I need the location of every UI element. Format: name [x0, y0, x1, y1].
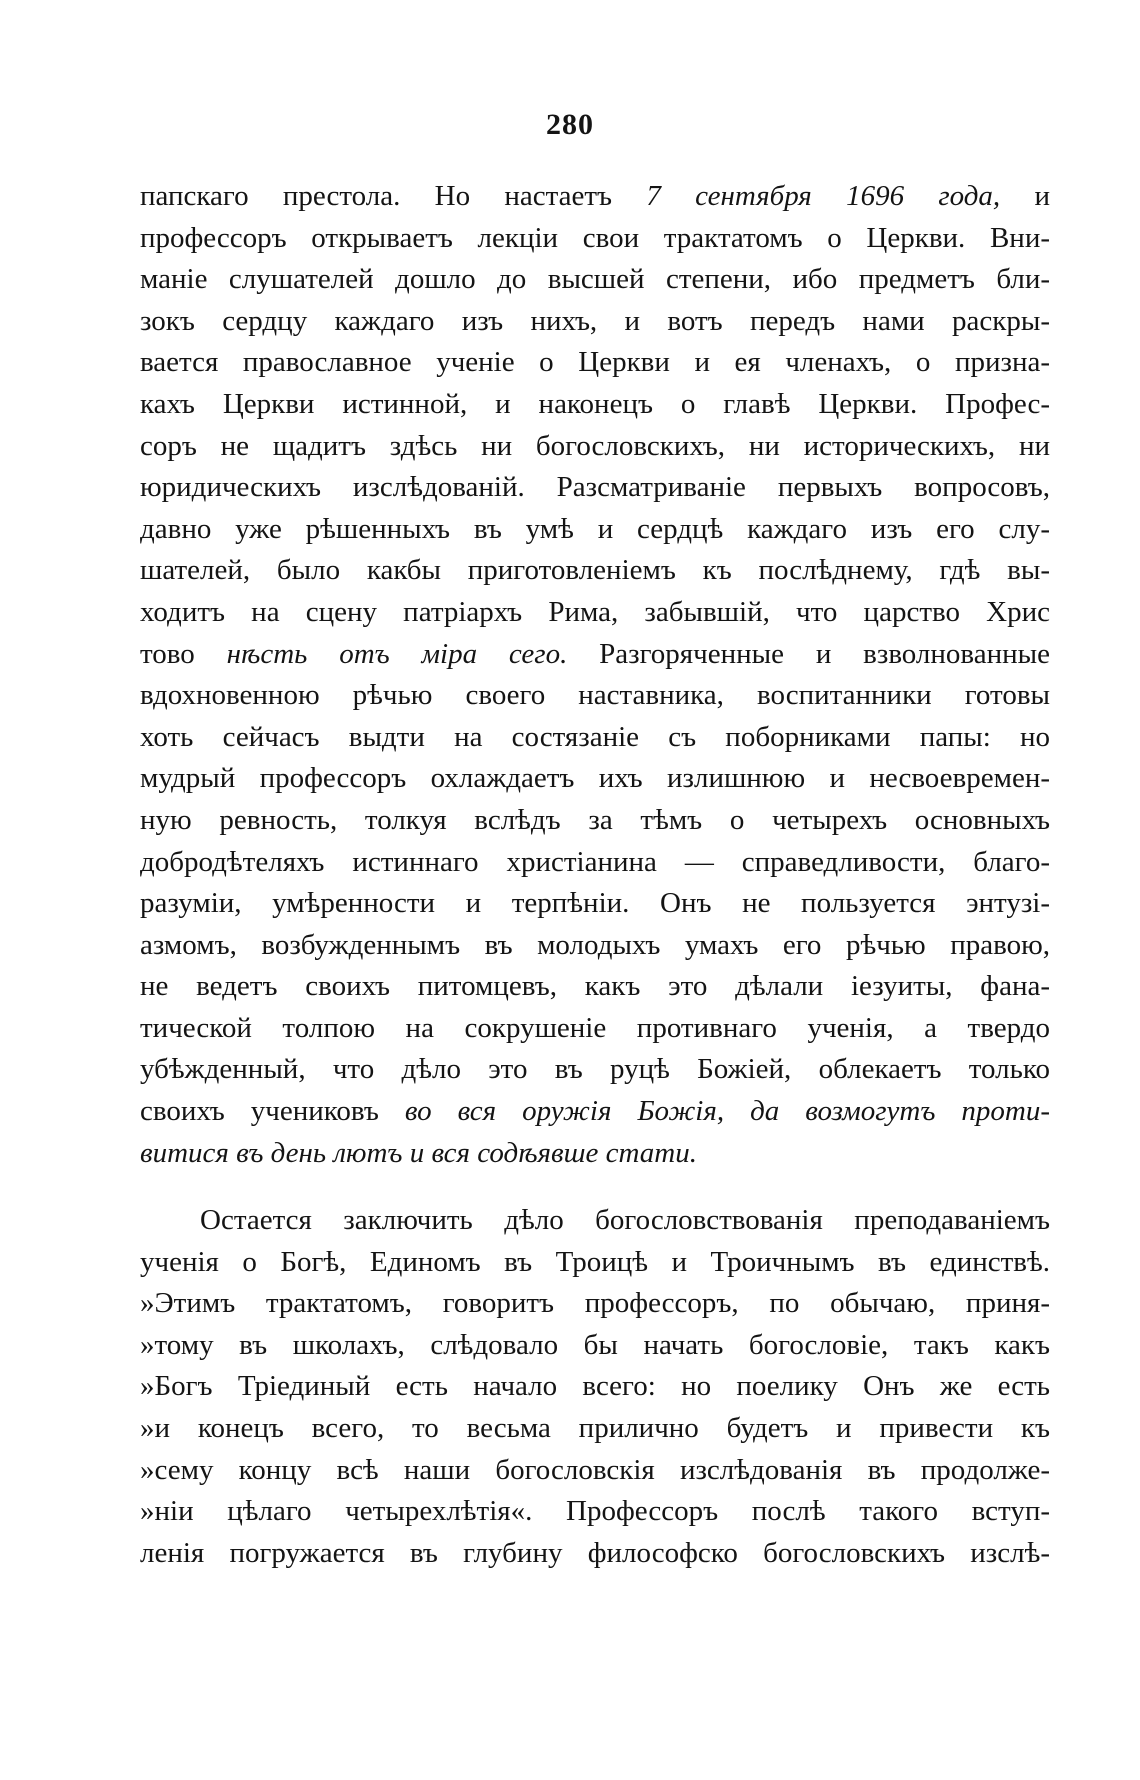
text-run: »и конецъ всего, то весьма прилично будетъ и привести къ	[140, 1411, 1050, 1444]
text-run: тической толпою на сокрушеніе противнаго ученія, а твердо	[140, 1011, 1050, 1044]
text-line	[140, 1008, 1050, 1050]
text-line	[140, 800, 1050, 842]
text-run: »сему концу всѣ наши богословскія изслѣдованія въ продолже-	[140, 1453, 1050, 1486]
text-run: »тому въ школахъ, слѣдовало бы начать богословіе, такъ какъ	[140, 1328, 1050, 1361]
text-line	[140, 1091, 1050, 1133]
text-line	[140, 1283, 1050, 1325]
text-line	[140, 592, 1050, 634]
text-line	[140, 176, 1050, 218]
text-run: ученія о Богѣ, Единомъ въ Троицѣ и Троичнымъ въ единствѣ.	[140, 1245, 1050, 1278]
text-run: и	[1000, 180, 1050, 212]
italic-text: 7 сентября 1696 года,	[646, 180, 1001, 212]
text-line	[140, 717, 1050, 759]
text-run: азмомъ, возбужденнымъ въ молодыхъ умахъ его рѣчью правою,	[140, 928, 1050, 961]
text-run: добродѣтеляхъ истиннаго христіанина — справедливости, благо-	[140, 845, 1050, 878]
text-line	[140, 509, 1050, 551]
text-run: мудрый профессоръ охлаждаетъ ихъ излишнюю и несвоевремен-	[140, 762, 1050, 795]
page-number: 280	[546, 108, 594, 141]
text-run: своихъ учениковъ	[140, 1095, 405, 1128]
text-line	[140, 550, 1050, 592]
text-line	[140, 384, 1050, 426]
text-line	[140, 301, 1050, 343]
text-run: вдохновенною рѣчью своего наставника, воспитанники готовы	[140, 679, 1050, 712]
text-run: маніе слушателей дошло до высшей степени, ибо предметъ бли-	[140, 263, 1050, 296]
text-run: хоть сейчасъ выдти на состязаніе съ поборниками папы: но	[140, 720, 1050, 753]
text-run: давно уже рѣшенныхъ въ умѣ и сердцѣ каждаго изъ его слу-	[140, 512, 1050, 545]
text-line	[140, 1491, 1050, 1533]
text-run: »ніи цѣлаго четырехлѣтія«. Профессоръ послѣ такого вступ-	[140, 1495, 1050, 1528]
text-line	[140, 467, 1050, 509]
text-line	[140, 758, 1050, 800]
italic-text: витися въ день лютъ и вся содѣявше стати.	[140, 1136, 697, 1169]
text-line	[140, 1049, 1050, 1091]
text-run: зокъ сердцу каждаго изъ нихъ, и вотъ передъ нами раскры-	[140, 304, 1050, 337]
text-run: не ведетъ своихъ питомцевъ, какъ это дѣлали іезуиты, фана-	[140, 970, 1050, 1003]
text-line	[140, 1408, 1050, 1450]
text-line	[140, 634, 1050, 676]
text-line	[140, 675, 1050, 717]
text-run: профессоръ открываетъ лекціи свои трактатомъ о Церкви. Вни-	[140, 221, 1050, 254]
text-line	[140, 426, 1050, 468]
text-run: тово	[140, 637, 227, 670]
text-run: »Этимъ трактатомъ, говоритъ профессоръ, по обычаю, приня-	[140, 1287, 1050, 1320]
text-run: ную ревность, толкуя вслѣдъ за тѣмъ о четырехъ основныхъ	[140, 803, 1050, 836]
text-run: разуміи, умѣренности и терпѣніи. Онъ не пользуется энтузі-	[140, 887, 1050, 920]
text-line	[140, 342, 1050, 384]
text-run: вается православное ученіе о Церкви и ея членахъ, о призна-	[140, 346, 1050, 379]
text-line	[140, 1533, 1050, 1575]
paragraph-2	[140, 1200, 1050, 1574]
text-line	[140, 1325, 1050, 1367]
text-run: шателей, было какбы приготовленіемъ къ послѣднему, гдѣ вы-	[140, 554, 1050, 587]
text-run: Разгоряченные и взволнованные	[567, 637, 1050, 670]
text-line	[140, 1200, 1050, 1242]
text-line	[140, 259, 1050, 301]
text-line	[140, 1450, 1050, 1492]
text-line	[140, 1242, 1050, 1284]
text-line	[140, 842, 1050, 884]
text-run: ленія погружается въ глубину философско богословскихъ изслѣ-	[140, 1536, 1050, 1569]
text-line	[140, 966, 1050, 1008]
text-line	[140, 1133, 1050, 1175]
text-line	[140, 925, 1050, 967]
paragraph-1	[140, 176, 1050, 1174]
text-line	[140, 883, 1050, 925]
italic-text: нѣсть отъ міра сего.	[226, 637, 568, 670]
text-run: соръ не щадитъ здѣсь ни богословскихъ, ни историческихъ, ни	[140, 429, 1050, 462]
text-run: кахъ Церкви истинной, и наконецъ о главѣ Церкви. Профес-	[140, 387, 1050, 420]
text-run: ходитъ на сцену патріархъ Рима, забывшій, что царство Хрис	[140, 595, 1050, 628]
text-run: папскаго престола. Но настаетъ	[140, 180, 647, 212]
text-run: »Богъ Тріединый есть начало всего: но поелику Онъ же есть	[140, 1370, 1050, 1403]
text-line	[140, 1366, 1050, 1408]
text-run: Остается заключить дѣло богословствованія преподаваніемъ	[200, 1204, 1050, 1236]
text-run: убѣжденный, что дѣло это въ руцѣ Божіей, облекаетъ только	[140, 1053, 1050, 1086]
text-run: юридическихъ изслѣдованій. Разсматриваніе первыхъ вопросовъ,	[140, 471, 1050, 504]
text-line	[140, 218, 1050, 260]
italic-text: во вся оружія Божія, да возмогутъ проти-	[404, 1095, 1050, 1128]
